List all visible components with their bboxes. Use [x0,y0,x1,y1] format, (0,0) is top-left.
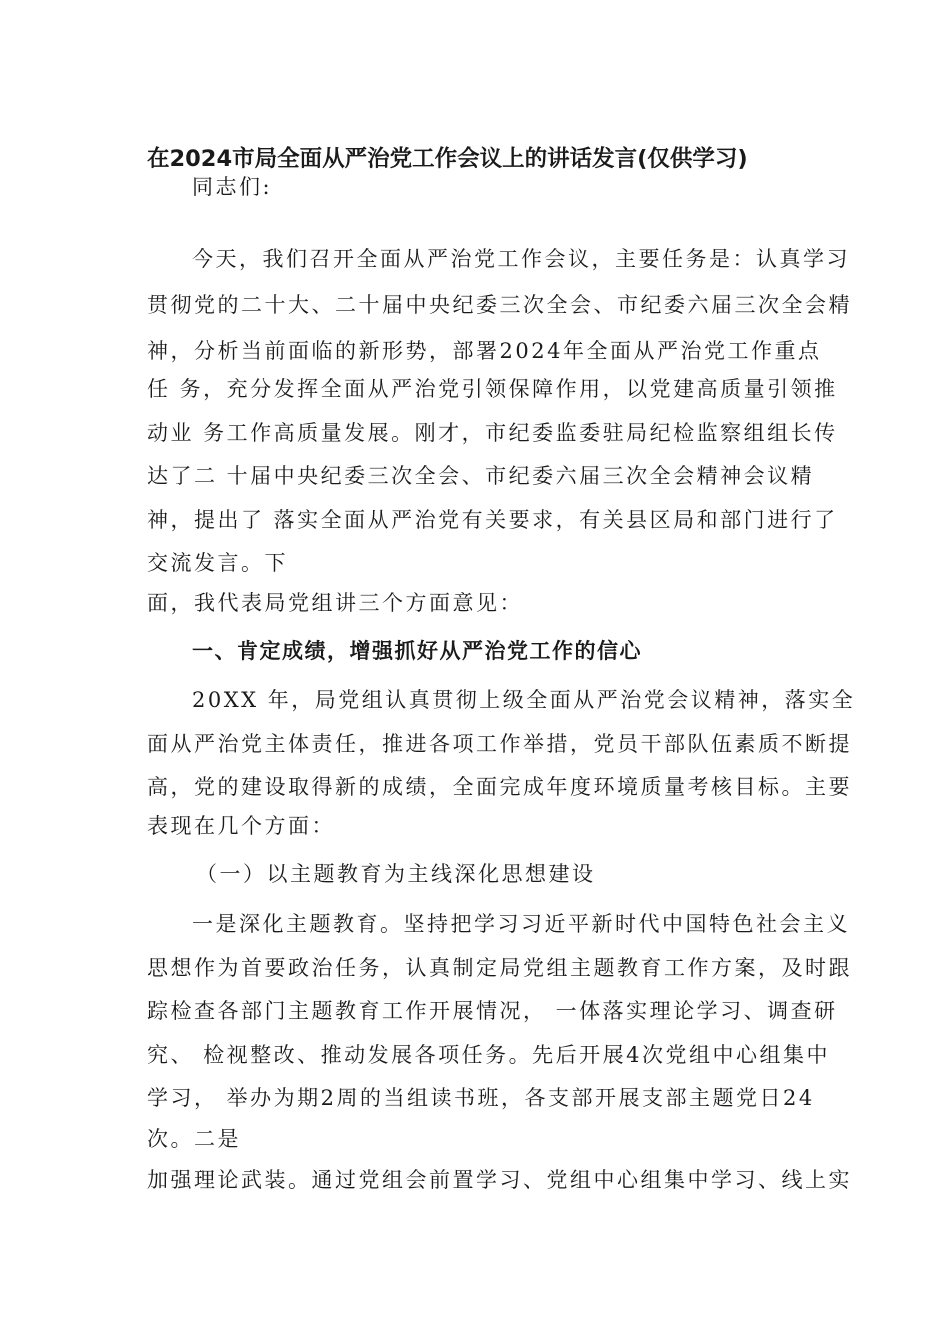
paragraph-line: 神，分析当前面临的新形势，部署2024年全面从严治党工作重点 [147,339,822,363]
paragraph-line: 高，党的建设取得新的成绩，全面完成年度环境质量考核目标。主要 [147,775,852,799]
salutation-line: 同志们: [192,175,273,199]
paragraph-line: 面从严治党主体责任，推进各项工作举措，党员干部队伍素质不断提 [147,732,852,756]
paragraph-line: 加强理论武装。通过党组会前置学习、党组中心组集中学习、线上实 [147,1168,852,1192]
paragraph-line: 20XX 年，局党组认真贯彻上级全面从严治党会议精神，落实全 [192,688,856,712]
paragraph-line: 表现在几个方面： [147,814,335,838]
paragraph-line: 神，提出了 落实全面从严治党有关要求，有关县区局和部门进行了 [147,508,838,532]
paragraph-line: 达了二 十届中央纪委三次全会、市纪委六届三次全会精神会议精 [147,464,815,488]
paragraph-line: 学习， 举办为期2周的当组读书班，各支部开展支部主题党日24 [147,1086,815,1110]
paragraph-line: 贯彻党的二十大、二十届中央纪委三次全会、市纪委六届三次全会精 [147,293,852,317]
subsection-heading: （一）以主题教育为主线深化思想建设 [196,862,596,886]
paragraph-line: 究、 检视整改、推动发展各项任务。先后开展4次党组中心组集中 [147,1043,831,1067]
paragraph-line: 次。二是 [147,1127,241,1151]
paragraph-line: 踪检查各部门主题教育工作开展情况， 一体落实理论学习、调查研 [147,999,838,1023]
paragraph-line: 面，我代表局党组讲三个方面意见： [147,591,523,615]
section-heading: 一、肯定成绩，增强抓好从严治党工作的信心 [192,639,642,663]
paragraph-line: 一是深化主题教育。坚持把学习习近平新时代中国特色社会主义 [192,912,850,936]
paragraph-line: 动业 务工作高质量发展。刚才，市纪委监委驻局纪检监察组组长传 [147,421,838,445]
paragraph-line: 今天，我们召开全面从严治党工作会议，主要任务是：认真学习 [192,247,850,271]
paragraph-line: 任 务，充分发挥全面从严治党引领保障作用，以党建高质量引领推 [147,377,838,401]
paragraph-line: 思想作为首要政治任务，认真制定局党组主题教育工作方案，及时跟 [147,956,852,980]
document-title: 在2024市局全面从严治党工作会议上的讲话发言(仅供学习) [147,146,748,172]
paragraph-line: 交流发言。下 [147,551,288,575]
